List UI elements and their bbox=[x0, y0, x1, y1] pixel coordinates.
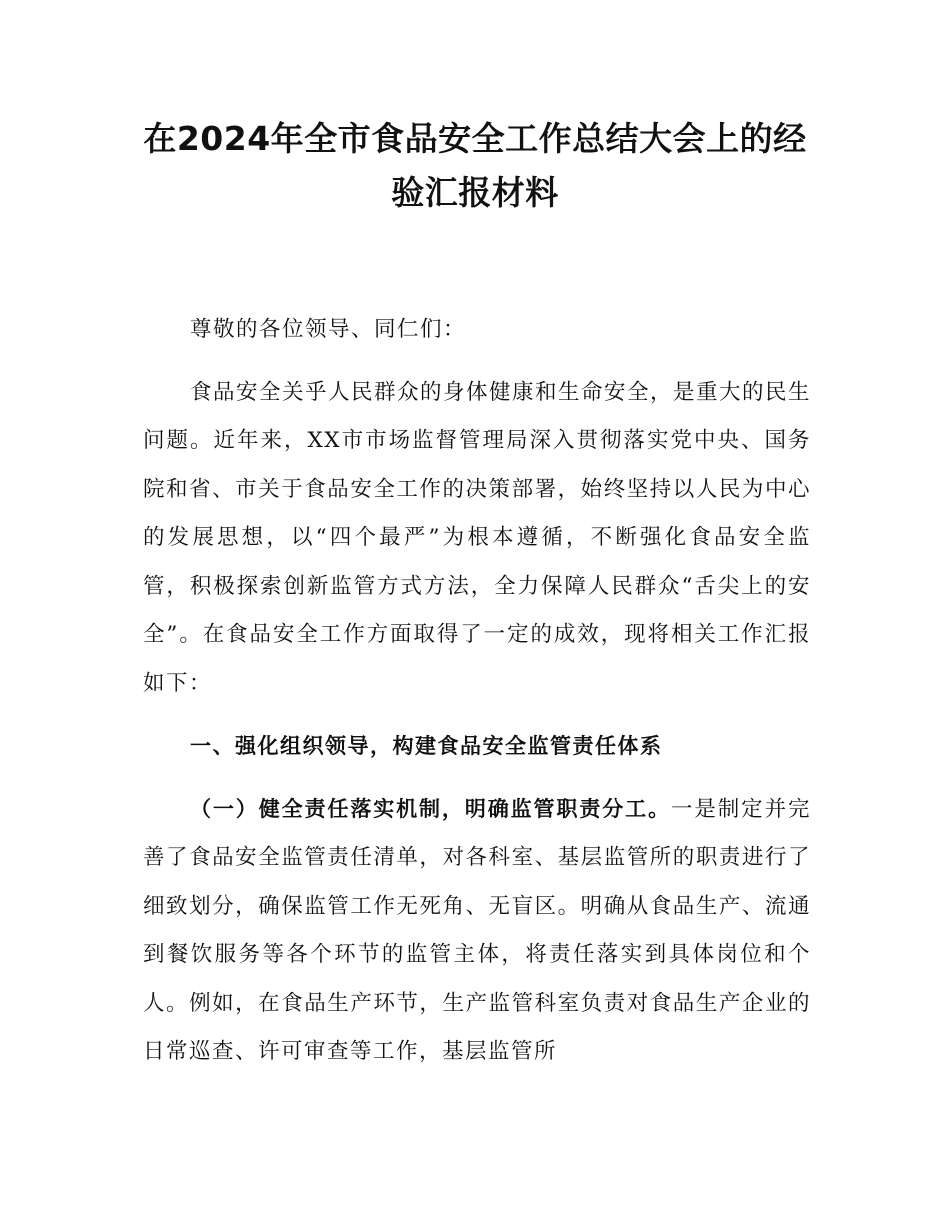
subsection-1-body: 一是制定并完善了食品安全监管责任清单，对各科室、基层监管所的职责进行了细致划分，确保监管工作无死角、无盲区。明确从食品生产、流通到餐饮服务等各个环节的监管主体，将责任落实到具体岗位和个人。例如，在食品生产环节，生产监管科室负责对食品生产企业的日常巡查、许可审查等工作，基层监管所 bbox=[143, 796, 811, 1064]
salutation: 尊敬的各位领导、同仁们： bbox=[190, 317, 467, 342]
title-line-2: 验汇报材料 bbox=[391, 173, 559, 212]
subsection-1-paragraph bbox=[143, 785, 811, 1077]
section-1-heading: 一、强化组织领导，构建食品安全监管责任体系 bbox=[190, 734, 663, 758]
title-line-1: 在2024年全市食品安全工作总结大会上的经 bbox=[143, 119, 807, 158]
subsection-1-lead: （一）健全责任落实机制，明确监管职责分工。 bbox=[190, 796, 671, 821]
intro-paragraph: 食品安全关乎人民群众的身体健康和生命安全，是重大的民生问题。近年来，XX市市场监督管理局深入贯彻落实党中央、国务院和省、市关于食品安全工作的决策部署，始终坚持以人民为中心的发展思想，以“四个最严”为根本遵循，不断强化食品安全监管，积极探索创新监管方式方法，全力保障人民群众“舌尖上的安全”。在食品安全工作方面取得了一定的成效，现将相关工作汇报如下： bbox=[143, 379, 812, 696]
document-title bbox=[130, 112, 820, 220]
document-body bbox=[143, 306, 811, 1091]
